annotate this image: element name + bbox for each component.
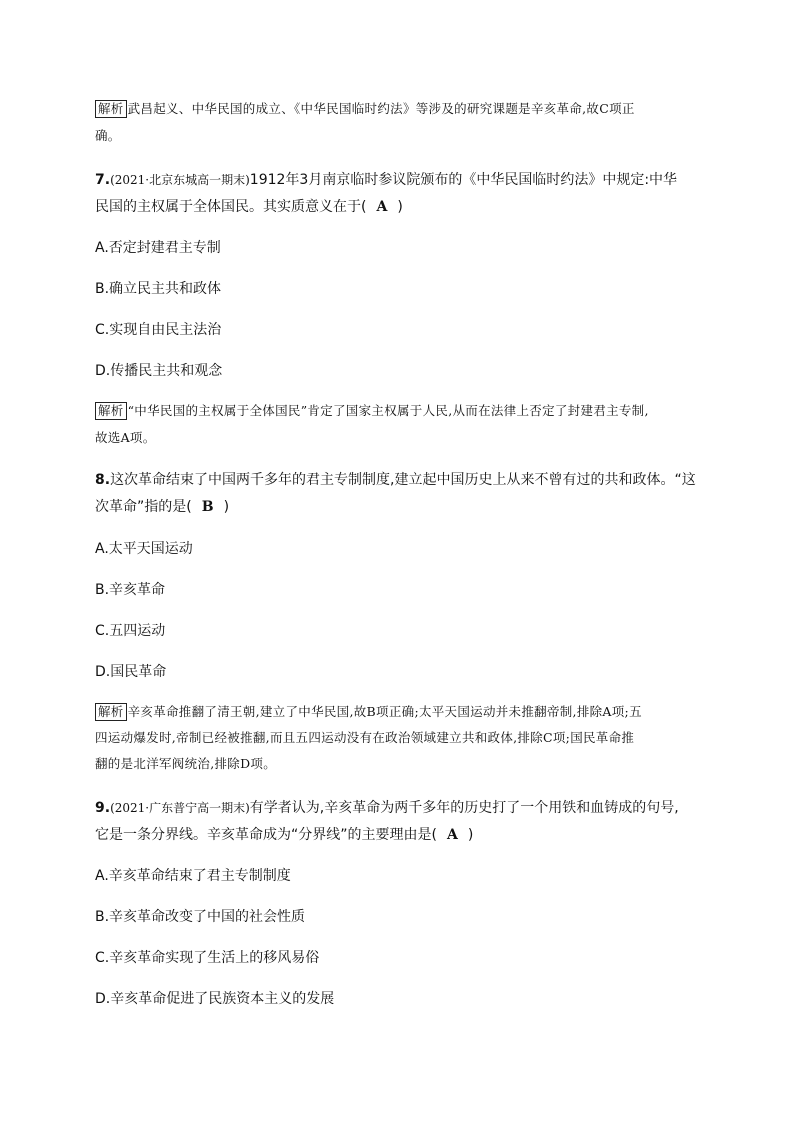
option-c: C.辛亥革命实现了生活上的移风易俗 [95, 950, 320, 966]
option-d: D.传播民主共和观念 [95, 363, 223, 379]
question-7 [95, 170, 700, 217]
question-stem-line2: 民国的主权属于全体国民。其实质意义在于( [95, 199, 367, 215]
question-number: 8. [95, 472, 111, 488]
analysis-tag: 解析 [95, 100, 127, 118]
question-number: 7. [95, 172, 111, 188]
explanation-line3: 翻的是北洋军阀统治,排除D项。 [95, 756, 276, 771]
prev-explanation-line1: 武昌起义、中华民国的成立、《中华民国临时约法》等涉及的研究课题是辛亥革命,故C项正 [127, 101, 635, 116]
answer-letter: A [376, 199, 388, 215]
question-stem-line2: 次革命”指的是( [95, 499, 192, 515]
answer-letter: B [201, 499, 214, 515]
analysis-tag: 解析 [95, 402, 127, 420]
option-d: D.辛亥革命促进了民族资本主义的发展 [95, 991, 335, 1007]
explanation-line2: 故选A项。 [95, 430, 156, 445]
question-stem-line1: 有学者认为,辛亥革命为两千多年的历史打了一个用铁和血铸成的句号, [249, 800, 679, 816]
analysis-tag: 解析 [95, 703, 127, 721]
question-8 [95, 470, 700, 517]
option-a: A.否定封建君主专制 [95, 240, 221, 256]
question-source: (2021·广东普宁高一期末) [110, 801, 250, 815]
option-c: C.实现自由民主法治 [95, 322, 222, 338]
close-paren: ) [223, 499, 230, 515]
explanation-line2: 四运动爆发时,帝制已经被推翻,而且五四运动没有在政治领域建立共和政体,排除C项;国民革命推 [95, 730, 635, 745]
answer-letter: A [446, 827, 458, 843]
question-stem-line2: 它是一条分界线。辛亥革命成为“分界线”的主要理由是( [95, 827, 437, 843]
option-b: B.确立民主共和政体 [95, 281, 222, 297]
question-source: (2021·北京东城高一期末) [110, 173, 250, 187]
explanation-7 [95, 401, 700, 448]
close-paren: ) [467, 827, 474, 843]
explanation-line1: “中华民国的主权属于全体国民”肯定了国家主权属于人民,从而在法律上否定了封建君主专制, [127, 403, 649, 418]
question-stem-line1: 这次革命结束了中国两千多年的君主专制制度,建立起中国历史上从来不曾有过的共和政体。“这 [110, 472, 696, 488]
close-paren: ) [397, 199, 403, 215]
explanation-line1: 辛亥革命推翻了清王朝,建立了中华民国,故B项正确;太平天国运动并未推翻帝制,排除A项;五 [127, 704, 642, 719]
option-d: D.国民革命 [95, 664, 167, 680]
question-9 [95, 798, 700, 845]
prev-explanation-line2: 确。 [95, 128, 121, 143]
question-number: 9. [95, 800, 111, 816]
option-b: B.辛亥革命 [95, 582, 166, 598]
option-b: B.辛亥革命改变了中国的社会性质 [95, 909, 306, 925]
explanation-8 [95, 702, 700, 774]
option-c: C.五四运动 [95, 623, 166, 639]
prev-explanation [95, 99, 700, 146]
option-a: A.辛亥革命结束了君主专制制度 [95, 868, 291, 884]
option-a: A.太平天国运动 [95, 541, 193, 557]
question-stem-line1: 1912年3月南京临时参议院颁布的《中华民国临时约法》中规定:中华 [249, 172, 678, 188]
